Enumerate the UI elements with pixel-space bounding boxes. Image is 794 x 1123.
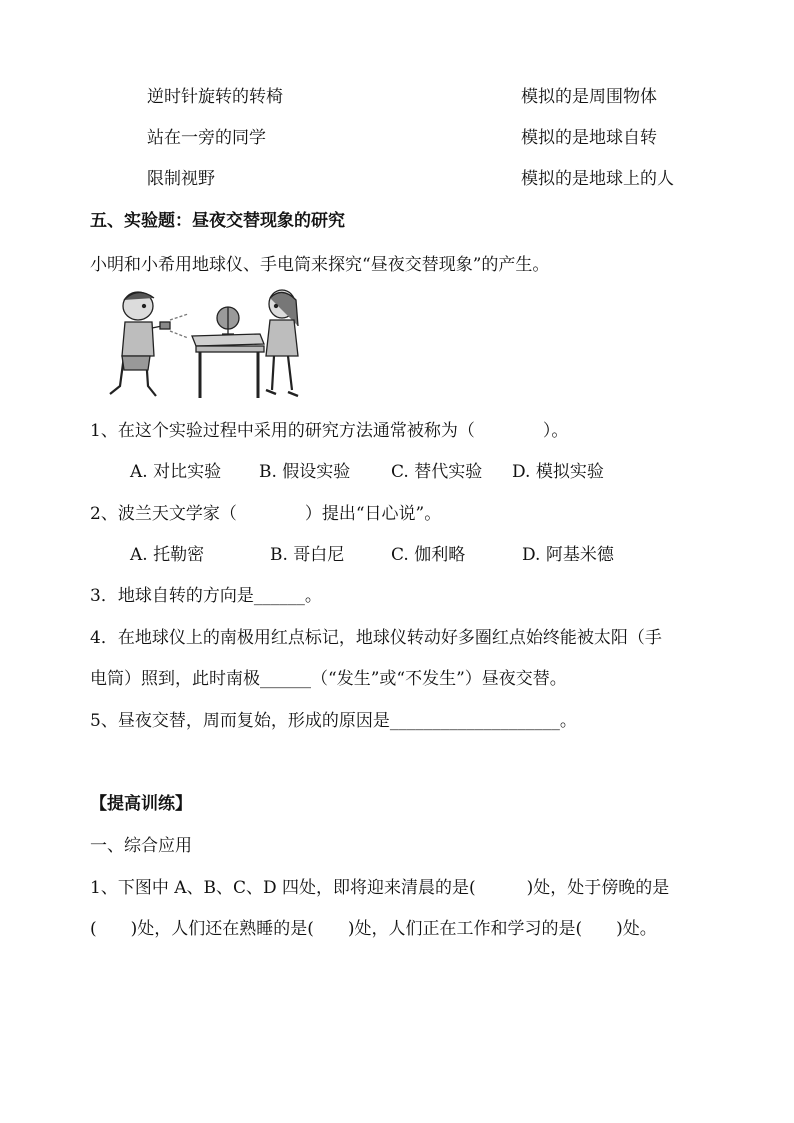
q2-option-b: B. 哥白尼 <box>270 545 345 565</box>
section-title: 五、实验题：昼夜交替现象的研究 <box>90 211 345 231</box>
match-right-3: 模拟的是地球上的人 <box>521 169 674 189</box>
q1-option-a: A. 对比实验 <box>130 462 222 482</box>
q1-option-c: C. 替代实验 <box>391 462 483 482</box>
q2-option-c: C. 伽利略 <box>391 545 466 565</box>
match-right-1: 模拟的是周围物体 <box>521 87 657 107</box>
question-4-line-1: 4．在地球仪上的南极用红点标记，地球仪转动好多圈红点始终能被太阳（手 <box>90 628 662 648</box>
match-left-1: 逆时针旋转的转椅 <box>147 87 283 107</box>
q1-option-b: B. 假设实验 <box>259 462 351 482</box>
match-left-2: 站在一旁的同学 <box>147 128 266 148</box>
q2-option-a: A. 托勒密 <box>130 545 205 565</box>
question-4-line-2: 电筒）照到，此时南极______（“发生”或“不发生”）昼夜交替。 <box>90 669 567 689</box>
experiment-illustration <box>100 286 320 410</box>
section-intro: 小明和小希用地球仪、手电筒来探究“昼夜交替现象”的产生。 <box>90 255 550 275</box>
match-left-3: 限制视野 <box>147 169 215 189</box>
q1-option-d: D. 模拟实验 <box>512 462 604 482</box>
advanced-heading: 【提高训练】 <box>90 794 192 814</box>
q2-option-d: D. 阿基米德 <box>522 545 614 565</box>
advanced-q1-line-2: ( )处，人们还在熟睡的是( )处，人们正在工作和学习的是( )处。 <box>90 919 657 939</box>
advanced-q1-line-1: 1、下图中 A、B、C、D 四处，即将迎来清晨的是( )处，处于傍晚的是 <box>90 878 670 898</box>
question-3: 3．地球自转的方向是______。 <box>90 586 322 606</box>
question-2: 2、波兰天文学家（ ）提出“日心说”。 <box>90 504 442 524</box>
question-5: 5、昼夜交替，周而复始，形成的原因是____________________。 <box>90 711 577 731</box>
advanced-subheading: 一、综合应用 <box>90 836 192 856</box>
question-1: 1、在这个实验过程中采用的研究方法通常被称为（ ）。 <box>90 421 569 441</box>
match-right-2: 模拟的是地球自转 <box>521 128 657 148</box>
